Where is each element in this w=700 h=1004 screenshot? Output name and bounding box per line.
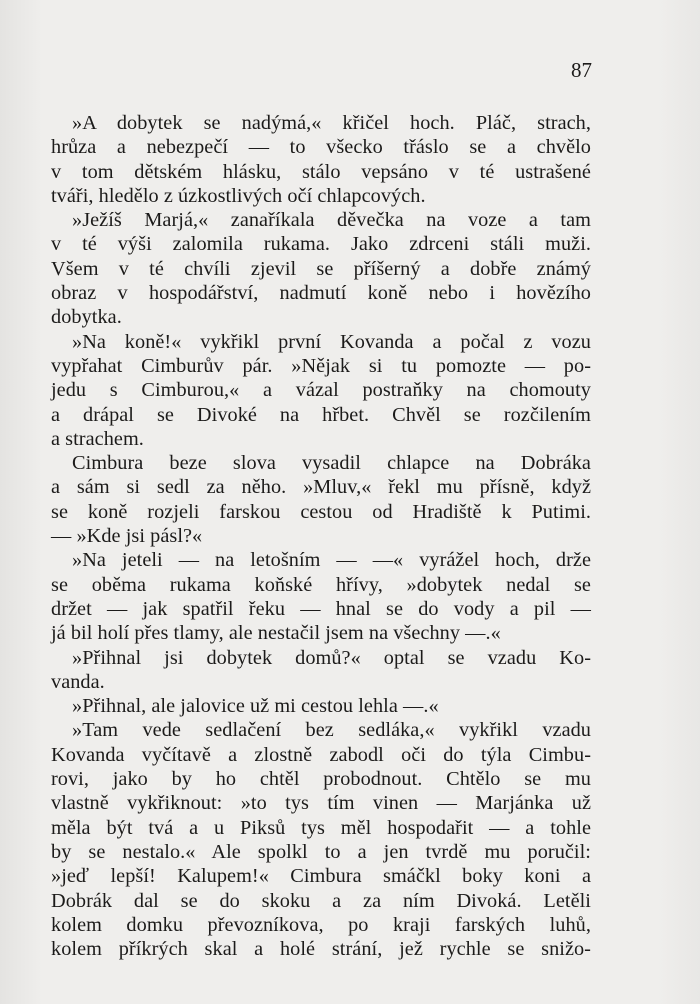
text-line: by se nestalo.« Ale spolkl to a jen tvrdě mu poručil: bbox=[51, 840, 591, 863]
text-line: tváři, hledělo z úzkostlivých očí chlapcových. bbox=[51, 184, 426, 207]
text-line: »Tam vede sedlačení bez sedláka,« vykřikl vzadu bbox=[72, 719, 591, 742]
text-line: držet — jak spatřil řeku — hnal se do vody a pil — bbox=[51, 597, 591, 620]
text-line: — »Kde jsi pásl?« bbox=[51, 525, 203, 548]
text-line: »jeď lepší! Kalupem!« Cimbura smáčkl boky koni a bbox=[51, 865, 591, 888]
page-number: 87 bbox=[571, 58, 592, 82]
text-line: »Přihnal, ale jalovice už mi cestou lehla —.« bbox=[72, 695, 439, 718]
text-line: vypřahat Cimburův pár. »Nějak si tu pomozte — po- bbox=[51, 354, 591, 377]
text-line: Dobrák dal se do skoku a za ním Divoká. Letěli bbox=[51, 889, 591, 912]
text-line: a drápal se Divoké na hřbet. Chvěl se rozčilením bbox=[51, 403, 591, 426]
text-line: obraz v hospodářství, nadmutí koně nebo i hovězího bbox=[51, 282, 591, 305]
text-line: »A dobytek se nadýmá,« křičel hoch. Pláč, strach, bbox=[72, 112, 591, 134]
text-line: »Na jeteli — na letošním — —« vyrážel hoch, drže bbox=[72, 549, 591, 572]
text-line: Kovanda vyčítavě a zlostně zabodl oči do týla Cimbu- bbox=[51, 743, 591, 766]
text-line: hrůza a nebezpečí — to všecko třáslo se a chvělo bbox=[51, 136, 591, 159]
text-line: »Přihnal jsi dobytek domů?« optal se vzadu Ko- bbox=[72, 646, 591, 669]
text-line: se koně rozjeli farskou cestou od Hradiště k Putimi. bbox=[51, 500, 591, 523]
text-line: a sám si sedl za něho. »Mluv,« řekl mu přísně, když bbox=[51, 476, 591, 499]
text-line: jedu s Cimburou,« a vázal postraňky na chomouty bbox=[51, 379, 591, 402]
text-line: kolem příkrých skal a holé strání, jež rychle se snižo- bbox=[51, 938, 591, 961]
text-line: v tom dětském hlásku, stálo vepsáno v té ustrašené bbox=[51, 160, 591, 183]
text-line: dobytka. bbox=[51, 306, 122, 329]
text-line: rovi, jako by ho chtěl probodnout. Chtělo se mu bbox=[51, 768, 591, 791]
text-line: vlastně vykřiknout: »to tys tím vinen — Marjánka už bbox=[51, 792, 591, 815]
text-line: Všem v té chvíli zjevil se příšerný a dobře známý bbox=[51, 257, 591, 280]
text-line: kolem domku převozníkova, po kraji farských luhů, bbox=[51, 913, 591, 936]
text-line: měla být tvá a u Piksů tys měl hospodařit — a tohle bbox=[51, 816, 591, 839]
text-line: se oběma rukama koňské hřívy, »dobytek nedal se bbox=[51, 573, 591, 596]
text-line: vanda. bbox=[51, 670, 105, 693]
text-line: a strachem. bbox=[51, 427, 144, 450]
text-line: »Na koně!« vykřikl první Kovanda a počal z vozu bbox=[72, 330, 591, 353]
text-line: v té výši zalomila rukama. Jako zdrceni stáli muži. bbox=[51, 233, 591, 256]
text-line: Cimbura beze slova vysadil chlapce na Dobráka bbox=[72, 452, 591, 475]
text-line: »Ježíš Marjá,« zanaříkala děvečka na voze a tam bbox=[72, 209, 591, 232]
page-text bbox=[51, 111, 591, 961]
text-line: já bil holí přes tlamy, ale nestačil jsem na všechny —.« bbox=[51, 622, 501, 645]
